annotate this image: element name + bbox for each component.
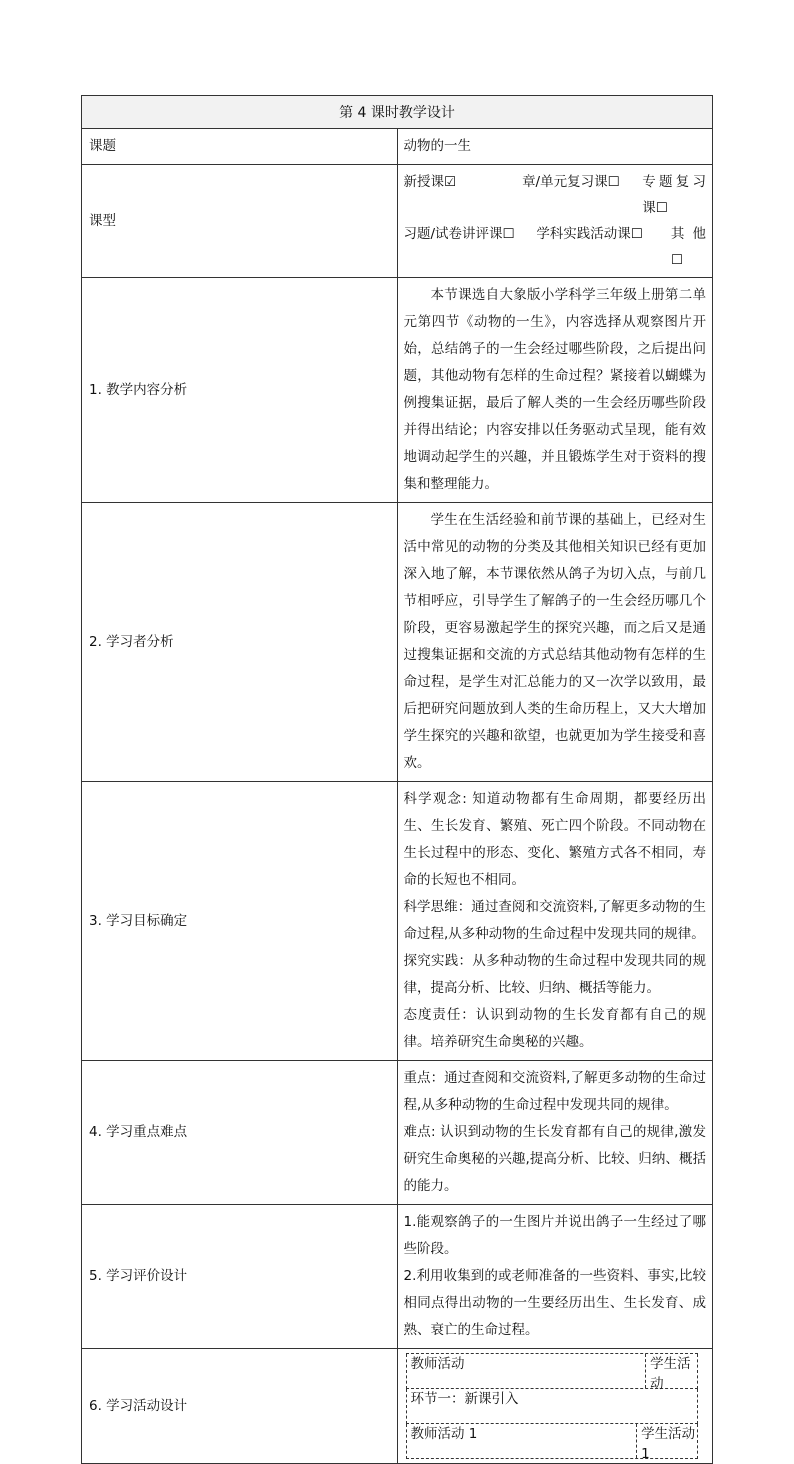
evaluation-item-1: 1.能观察鸽子的一生图片并说出鸽子一生经过了哪些阶段。 bbox=[403, 1214, 706, 1257]
document-title: 第 4 课时教学设计 bbox=[82, 96, 713, 129]
option-new-lesson[interactable]: 新授课☑ bbox=[403, 174, 457, 190]
option-unit-review[interactable]: 章/单元复习课☐ bbox=[522, 174, 620, 190]
objective-thinking: 科学思维：通过查阅和交流资料,了解更多动物的生命过程,从多种动物的生命过程中发现共同的规律。 bbox=[403, 899, 706, 942]
option-practice-activity[interactable]: 学科实践活动课☐ bbox=[536, 226, 643, 242]
activities-header-row bbox=[406, 1354, 699, 1392]
evaluation-item-2: 2.利用收集到的或老师准备的一些资料、事实,比较相同点得出动物的一生要经历出生、生长发育、成熟、衰亡的生命过程。 bbox=[403, 1268, 706, 1338]
objectives-cell bbox=[397, 782, 713, 1061]
type-label: 课型 bbox=[82, 165, 398, 278]
objective-practice: 探究实践：从多种动物的生命过程中发现共同的规律，提高分析、比较、归纳、概括等能力。 bbox=[403, 953, 706, 996]
objective-attitude: 态度责任：认识到动物的生长发育都有自己的规律。培养研究生命奥秘的兴趣。 bbox=[403, 1007, 706, 1050]
stage-row bbox=[406, 1389, 699, 1424]
topic-value: 动物的一生 bbox=[397, 129, 713, 165]
activity-1-row bbox=[406, 1424, 699, 1462]
option-exercise-review[interactable]: 习题/试卷讲评课☐ bbox=[403, 226, 515, 242]
key-points-cell bbox=[397, 1061, 713, 1205]
learner-analysis-cell bbox=[397, 503, 713, 782]
type-options bbox=[397, 165, 713, 278]
evaluation-cell bbox=[397, 1205, 713, 1349]
key-point-focus: 重点：通过查阅和交流资料,了解更多动物的生命过程,从多种动物的生命过程中发现共同的规律。 bbox=[403, 1070, 706, 1113]
objective-concept: 科学观念: 知道动物都有生命周期，都要经历出生、生长发育、繁殖、死亡四个阶段。不同动物在生长过程中的形态、变化、繁殖方式各不相同，寿命的长短也不相同。 bbox=[403, 791, 706, 888]
topic-label: 课题 bbox=[82, 129, 398, 165]
option-other[interactable]: 其他☐ bbox=[670, 226, 706, 268]
learner-analysis-label: 2. 学习者分析 bbox=[82, 503, 398, 782]
activities-cell bbox=[397, 1349, 713, 1464]
content-analysis-cell bbox=[397, 278, 713, 503]
stage-1-title: 环节一：新课引入 bbox=[410, 1391, 519, 1407]
learner-analysis-text: 学生在生活经验和前节课的基础上，已经对生活中常见的动物的分类及其他相关知识已经有更加深入地了解，本节课依然从鸽子为切入点，与前几节相呼应，引导学生了解鸽子的一生会经历哪几个阶段，更容易激起学生的探究兴趣，而之后又是通过搜集证据和交流的方式总结其他动物有怎样的生命过程，是学生对汇总能力的又一次学以致用，最后把研究问题放到人类的生命历程上，又大大增加学生探究的兴趣和欲望，也就更加为学生接受和喜欢。 bbox=[403, 512, 706, 771]
evaluation-label: 5. 学习评价设计 bbox=[82, 1205, 398, 1349]
key-point-difficulty: 难点: 认识到动物的生长发育都有自己的规律,激发研究生命奥秘的兴趣,提高分析、比较、归纳、概括的能力。 bbox=[403, 1124, 706, 1194]
teacher-activity-header: 教师活动 bbox=[407, 1354, 647, 1388]
lesson-design-table bbox=[81, 95, 713, 1464]
objectives-label: 3. 学习目标确定 bbox=[82, 782, 398, 1061]
content-analysis-label: 1. 教学内容分析 bbox=[82, 278, 398, 503]
activities-grid bbox=[406, 1353, 699, 1462]
activities-label: 6. 学习活动设计 bbox=[82, 1349, 398, 1464]
student-activity-header: 学生活动 bbox=[650, 1356, 691, 1392]
option-topic-review[interactable]: 专题复习课☐ bbox=[642, 174, 706, 216]
content-analysis-text: 本节课选自大象版小学科学三年级上册第二单元第四节《动物的一生》，内容选择从观察图片开始，总结鸽子的一生会经过哪些阶段，之后提出问题，其他动物有怎样的生命过程？紧接着以蝴蝶为例搜集证据，最后了解人类的一生会经历哪些阶段并得出结论；内容安排以任务驱动式呈现，能有效地调动起学生的兴趣，并且锻炼学生对于资料的搜集和整理能力。 bbox=[403, 287, 706, 492]
student-activity-1: 学生活动 1 bbox=[641, 1426, 696, 1462]
teacher-activity-1: 教师活动 1 bbox=[407, 1424, 638, 1458]
key-points-label: 4. 学习重点难点 bbox=[82, 1061, 398, 1205]
